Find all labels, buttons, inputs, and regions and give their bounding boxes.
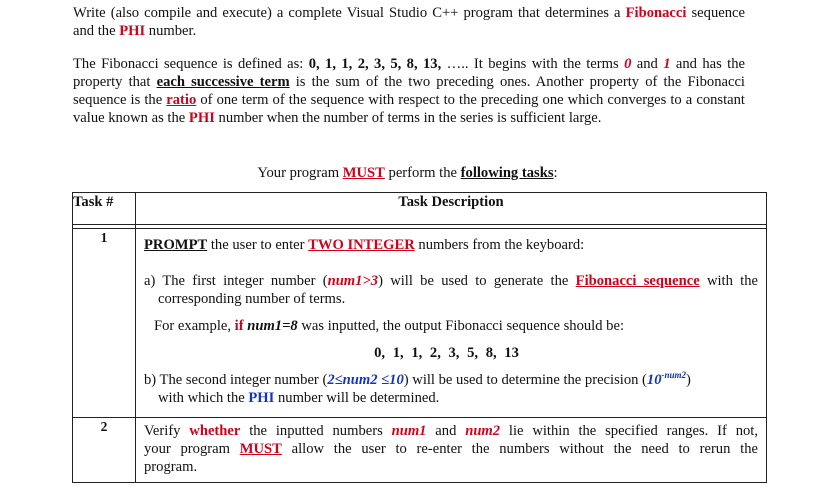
para2-text: It begins with the terms — [468, 56, 625, 72]
tasks-intro — [0, 164, 815, 182]
must-keyword: MUST — [342, 165, 385, 181]
verify-line-1 — [144, 422, 758, 440]
fibonacci-keyword: Fibonacci — [625, 5, 687, 21]
num1-variable: num1 — [391, 423, 427, 439]
prompt-keyword: PROMPT — [144, 237, 208, 253]
must-keyword: MUST — [239, 441, 282, 457]
table-row — [73, 418, 767, 483]
para1-text: number. — [145, 23, 197, 39]
assignment-paragraph — [73, 4, 745, 40]
prompt-line — [144, 236, 584, 254]
task-description — [136, 229, 767, 418]
para2-text: and — [631, 56, 664, 72]
line-text: the inputted numbers — [240, 423, 392, 439]
num1-condition: num1>3 — [327, 273, 379, 289]
para2-text: ….. — [441, 56, 469, 72]
para2-text: of one term of the sequence with respect to the preceding one which converges to a constant value known as the — [73, 92, 745, 126]
line-text: For example, — [154, 318, 235, 334]
line-text: with which the — [158, 390, 249, 406]
definition-paragraph — [73, 55, 745, 127]
intro-text: Your program — [257, 165, 343, 181]
task-a-line — [144, 272, 758, 290]
line-text: allow the user to re-enter the numbers without the need to rerun the — [281, 441, 758, 457]
line-text: ) will be used to generate the — [378, 273, 576, 289]
line-text: the user to enter — [207, 237, 309, 253]
line-text: ) will be used to determine the precision ( — [403, 372, 647, 388]
each-successive-term: each successive term — [156, 74, 290, 90]
intro-text: perform the — [384, 165, 461, 181]
precision-base: 10 — [646, 372, 662, 388]
line-text: with the — [699, 273, 758, 289]
line-text: a) The first integer number ( — [144, 273, 328, 289]
num2-range: 2≤num2 ≤10 — [327, 372, 404, 388]
para1-text: Write (also compile and execute) a complete Visual Studio C++ program that determines a — [73, 5, 626, 21]
line-text: lie within the specified ranges. If not, — [500, 423, 758, 439]
para2-text: The Fibonacci sequence is defined as: — [73, 56, 309, 72]
num2-variable: num2 — [465, 423, 501, 439]
num1-example: num1=8 — [243, 318, 298, 334]
phi-keyword: PHI — [248, 390, 275, 406]
table-row — [73, 229, 767, 418]
line-text: was inputted, the output Fibonacci sequence should be: — [297, 318, 624, 334]
term-zero: 0 — [624, 56, 632, 72]
task-description-header: Task Description — [136, 193, 767, 225]
fibonacci-sequence-keyword: Fibonacci sequence — [575, 273, 700, 289]
task-number: 2 — [73, 418, 136, 483]
para2-text: number when the number of terms in the series is sufficient large. — [214, 110, 602, 126]
phi-keyword: PHI — [188, 110, 215, 126]
verify-line-2 — [144, 440, 758, 458]
task-a-line-2: corresponding number of terms. — [158, 291, 346, 307]
precision-exponent: -num2 — [661, 370, 687, 381]
line-text: your program — [144, 441, 240, 457]
verify-line-3: program. — [144, 459, 198, 475]
example-line — [154, 317, 624, 335]
if-keyword: if — [234, 318, 244, 334]
line-text: b) The second integer number ( — [144, 372, 328, 388]
task-number-header: Task # — [73, 193, 136, 225]
para2-text: and has the property that — [73, 56, 746, 90]
example-sequence: 0, 1, 1, 2, 3, 5, 8, 13 — [374, 345, 519, 361]
line-text: numbers from the keyboard: — [414, 237, 585, 253]
para1-text: sequence and the — [73, 5, 745, 39]
line-text: number will be determined. — [274, 390, 440, 406]
two-integer-keyword: TWO INTEGER — [308, 237, 415, 253]
task-b-line-2 — [158, 389, 439, 407]
table-header-row — [73, 193, 767, 225]
task-description — [136, 418, 767, 483]
para2-text: is the sum of the two preceding ones. Another property of the Fibonacci sequence is the — [73, 74, 745, 108]
line-text: ) — [686, 372, 691, 388]
task-b-line — [144, 371, 691, 389]
whether-keyword: whether — [189, 423, 241, 439]
sequence-text: 0, 1, 1, 2, 3, 5, 8, 13, — [308, 56, 442, 72]
intro-text: : — [553, 165, 558, 181]
line-text: Verify — [144, 423, 190, 439]
tasks-table — [72, 192, 767, 483]
term-one: 1 — [663, 56, 671, 72]
line-text: and — [426, 423, 466, 439]
ratio-keyword: ratio — [166, 92, 197, 108]
precision-expression — [647, 372, 686, 388]
task-number: 1 — [73, 229, 136, 418]
following-tasks-keyword: following tasks — [460, 165, 554, 181]
phi-keyword: PHI — [119, 23, 146, 39]
